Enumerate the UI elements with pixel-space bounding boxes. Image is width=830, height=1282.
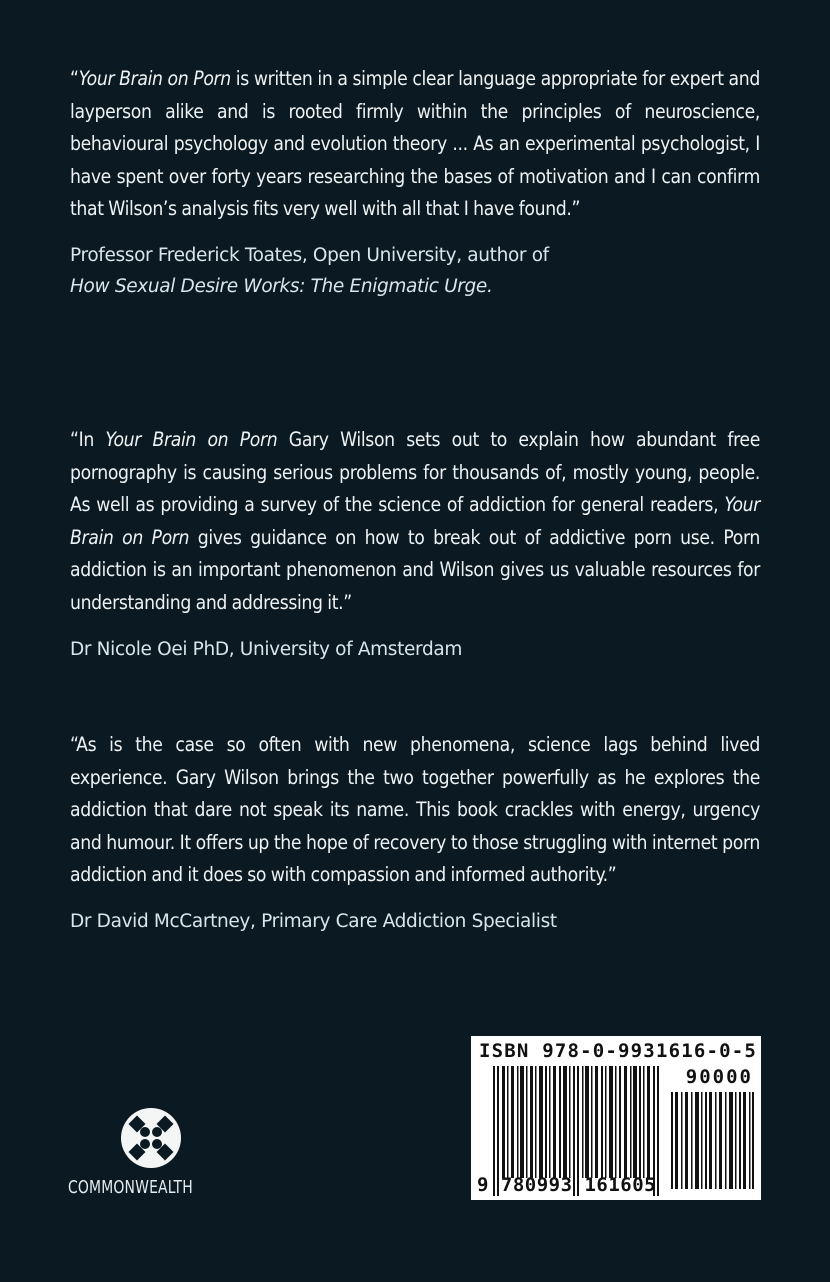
endorsement-attribution [70, 634, 760, 665]
endorsement-1 [70, 63, 760, 302]
book-title: Your Brain on Porn [105, 428, 278, 451]
quote-text: gives guidance on how to break out of addictive porn use. Porn addiction is an important phenomenon and Wilson gives us valuable resources for understanding and addressing it.” [70, 525, 760, 614]
endorsement-2 [70, 424, 760, 665]
ean-digits: 9 780993 161605 [477, 1174, 657, 1196]
quote-text: “In [70, 428, 106, 451]
price-code: 90000 [685, 1066, 753, 1088]
quote-text: “As is the case so often with new phenomena, science lags behind lived experience. Gary Wilson brings the two together powerfully as he explores the addiction that dare not speak its name. This book crackles with energy, urgency and humour. It offers up the hope of recovery to those struggling with internet porn addiction and it does so with compassion and informed authority.” [70, 733, 760, 887]
attribution-book-title: How Sexual Desire Works: The Enigmatic Urge. [70, 275, 493, 297]
addon-barcode-bars-icon [671, 1092, 755, 1189]
publisher-name: COMMONWEALTH [68, 1177, 193, 1198]
book-title: Your Brain on Porn [70, 493, 760, 549]
endorsement-quote [70, 729, 760, 892]
attribution-name: Professor Frederick Toates, Open University, author of [70, 244, 549, 266]
endorsement-attribution [70, 906, 760, 937]
isbn-barcode [471, 1036, 761, 1200]
commonwealth-logo-icon [120, 1107, 182, 1169]
book-title: Your Brain on Porn [78, 67, 231, 90]
attribution-name: Dr Nicole Oei PhD, University of Amsterdam [70, 638, 463, 660]
isbn-label: ISBN 978-0-9931616-0-5 [479, 1040, 758, 1062]
attribution-name: Dr David McCartney, Primary Care Addiction Specialist [70, 910, 557, 932]
endorsement-3 [70, 729, 760, 937]
endorsement-quote [70, 424, 760, 620]
quote-text: is written in a simple clear language appropriate for expert and layperson alike and is rooted firmly within the principles of neuroscience, behavioural psychology and evolution theory ... As an experimental psychologist, I have spent over forty years researching the bases of motivation and I can confirm that Wilson’s analysis fits very well with all that I have found.” [70, 67, 760, 221]
quote-text: Gary Wilson sets out to explain how abundant free pornography is causing serious problems for thousands of, mostly young, people. As well as providing a survey of the science of addiction for general readers, [70, 428, 760, 517]
publisher-logo [66, 1107, 236, 1198]
quote-text: “ [70, 67, 79, 90]
endorsement-quote [70, 63, 760, 226]
endorsement-attribution [70, 240, 760, 302]
